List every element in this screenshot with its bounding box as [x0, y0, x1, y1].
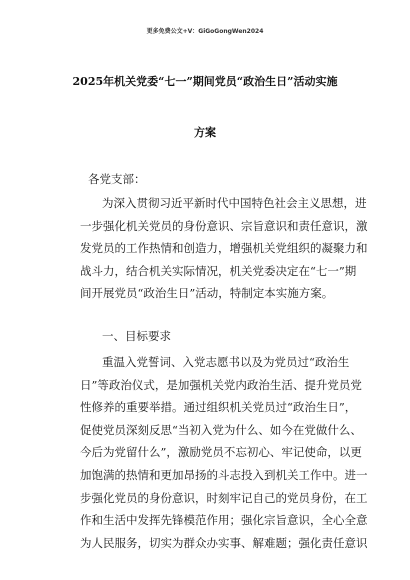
paragraph-line: 战斗力，结合机关实际情况，机关党委决定在“七一”期	[80, 263, 357, 278]
document-title-line1: 2025年机关党委“七一”期间党员“政治生日”活动实施	[72, 75, 338, 88]
paragraph-line: 发党员的工作热情和创造力，增强机关党组织的凝聚力和	[80, 241, 368, 256]
paragraph-line: 今后为党留什么”，激励党员不忘初心、牢记使命，以更	[80, 445, 362, 460]
paragraph-line: 为深入贯彻习近平新时代中国特色社会主义思想，进	[102, 196, 367, 210]
paragraph-line: 一步强化机关党员的身份意识、宗旨意识和责任意识，激	[80, 218, 368, 233]
paragraph-line: 重温入党誓词、入党志愿书以及为党员过“政治生	[102, 355, 350, 369]
paragraph-line: 促使党员深刻反思“当初入党为什么、如今在党做什么、	[80, 422, 362, 437]
paragraph-line: 加饱满的热情和更加昂扬的斗志投入到机关工作中。进一	[80, 467, 368, 482]
paragraph-line: 性修养的重要举措。通过组织机关党员过“政治生日”，	[80, 400, 357, 415]
paragraph-line: 步强化党员的身份意识，时刻牢记自己的党员身份，在工	[80, 490, 368, 505]
section-heading-objectives: 一、目标要求	[102, 329, 171, 343]
paragraph-line: 日”等政治仪式，是加强机关党内政治生活、提升党员党	[80, 377, 362, 392]
paragraph-line: 作和生活中发挥先锋模范作用；强化宗旨意识，全心全意	[80, 513, 368, 528]
paragraph-line: 为人民服务，切实为群众办实事、解难题；强化责任意识	[80, 535, 368, 550]
paragraph-line: 间开展党员“政治生日”活动，特制定本实施方案。	[80, 286, 334, 301]
paragraph-objectives	[80, 351, 368, 554]
page-header: 更多免费公文+V：GiGoGongWen2024	[146, 28, 264, 35]
document-title-line2: 方案	[194, 126, 216, 139]
paragraph-intro	[80, 192, 368, 305]
salutation: 各党支部：	[88, 172, 146, 186]
